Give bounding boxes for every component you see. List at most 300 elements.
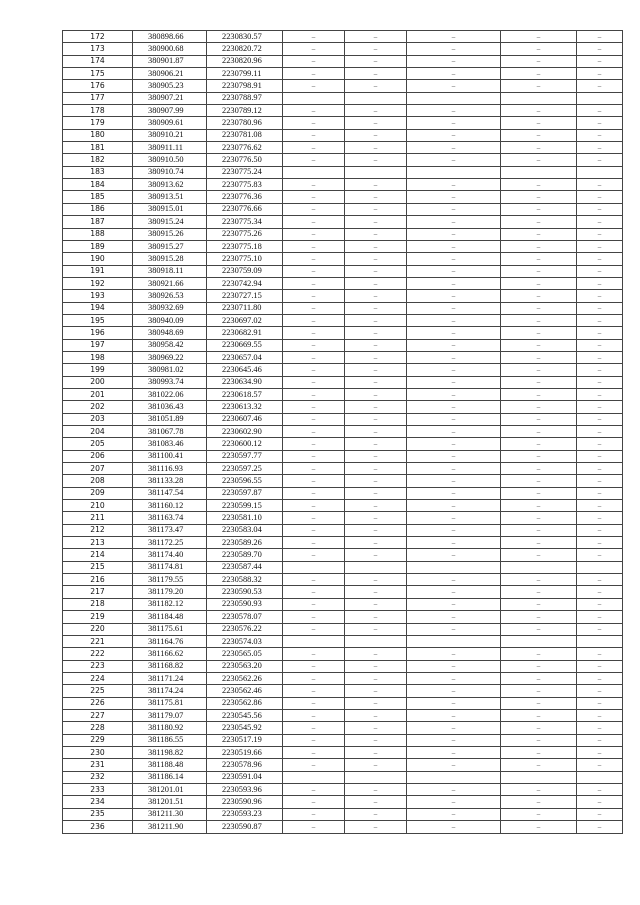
dash-cell: – — [407, 722, 501, 734]
y-coordinate-cell: 2230593.23 — [207, 808, 283, 820]
x-coordinate-cell: 381179.55 — [133, 574, 207, 586]
point-number-cell: 178 — [63, 105, 133, 117]
dash-cell: – — [577, 623, 623, 635]
dash-cell: – — [577, 351, 623, 363]
dash-cell: – — [345, 808, 407, 820]
dash-cell: – — [501, 463, 577, 475]
dash-cell: – — [283, 351, 345, 363]
table-row — [63, 388, 623, 400]
x-coordinate-cell: 381174.24 — [133, 685, 207, 697]
point-number-cell: 195 — [63, 314, 133, 326]
y-coordinate-cell: 2230613.32 — [207, 401, 283, 413]
dash-cell: – — [577, 142, 623, 154]
point-number-cell: 231 — [63, 759, 133, 771]
x-coordinate-cell: 381116.93 — [133, 463, 207, 475]
dash-cell: – — [407, 339, 501, 351]
y-coordinate-cell: 2230776.66 — [207, 203, 283, 215]
dash-cell: – — [501, 821, 577, 834]
dash-cell: – — [501, 129, 577, 141]
point-number-cell: 187 — [63, 216, 133, 228]
dash-cell: – — [407, 537, 501, 549]
dash-cell: – — [283, 623, 345, 635]
dash-cell: – — [577, 68, 623, 80]
dash-cell: – — [577, 117, 623, 129]
dash-cell: – — [283, 746, 345, 758]
point-number-cell: 203 — [63, 413, 133, 425]
dash-cell: – — [577, 475, 623, 487]
y-coordinate-cell: 2230607.46 — [207, 413, 283, 425]
dash-cell: – — [577, 43, 623, 55]
x-coordinate-cell: 380915.27 — [133, 240, 207, 252]
dash-cell: – — [407, 783, 501, 795]
table-row — [63, 31, 623, 43]
dash-cell: – — [345, 401, 407, 413]
point-number-cell: 191 — [63, 265, 133, 277]
x-coordinate-cell: 380932.69 — [133, 302, 207, 314]
y-coordinate-cell: 2230590.53 — [207, 586, 283, 598]
table-row — [63, 697, 623, 709]
dash-cell: – — [345, 364, 407, 376]
dash-cell: – — [283, 413, 345, 425]
dash-cell: – — [283, 339, 345, 351]
point-number-cell: 216 — [63, 574, 133, 586]
dash-cell: – — [407, 413, 501, 425]
empty-cell — [345, 635, 407, 647]
x-coordinate-cell: 381022.06 — [133, 388, 207, 400]
y-coordinate-cell: 2230588.32 — [207, 574, 283, 586]
dash-cell: – — [501, 80, 577, 92]
y-coordinate-cell: 2230600.12 — [207, 438, 283, 450]
dash-cell: – — [501, 105, 577, 117]
table-row — [63, 537, 623, 549]
empty-cell — [501, 561, 577, 573]
dash-cell: – — [345, 475, 407, 487]
table-row — [63, 240, 623, 252]
dash-cell: – — [407, 450, 501, 462]
point-number-cell: 228 — [63, 722, 133, 734]
x-coordinate-cell: 381186.55 — [133, 734, 207, 746]
table-row — [63, 450, 623, 462]
dash-cell: – — [283, 216, 345, 228]
dash-cell: – — [501, 500, 577, 512]
dash-cell: – — [283, 821, 345, 834]
dash-cell: – — [283, 43, 345, 55]
x-coordinate-cell: 381180.92 — [133, 722, 207, 734]
table-row — [63, 598, 623, 610]
dash-cell: – — [407, 746, 501, 758]
y-coordinate-cell: 2230798.91 — [207, 80, 283, 92]
dash-cell: – — [407, 487, 501, 499]
table-row — [63, 228, 623, 240]
dash-cell: – — [501, 598, 577, 610]
empty-cell — [501, 92, 577, 104]
dash-cell: – — [501, 265, 577, 277]
table-row — [63, 253, 623, 265]
point-number-cell: 205 — [63, 438, 133, 450]
y-coordinate-cell: 2230597.25 — [207, 463, 283, 475]
dash-cell: – — [577, 586, 623, 598]
x-coordinate-cell: 380907.99 — [133, 105, 207, 117]
dash-cell: – — [577, 734, 623, 746]
x-coordinate-cell: 380898.66 — [133, 31, 207, 43]
dash-cell: – — [501, 537, 577, 549]
dash-cell: – — [345, 388, 407, 400]
y-coordinate-cell: 2230830.57 — [207, 31, 283, 43]
dash-cell: – — [345, 463, 407, 475]
x-coordinate-cell: 381067.78 — [133, 426, 207, 438]
y-coordinate-cell: 2230562.46 — [207, 685, 283, 697]
dash-cell: – — [577, 722, 623, 734]
dash-cell: – — [577, 648, 623, 660]
dash-cell: – — [501, 648, 577, 660]
empty-cell — [345, 561, 407, 573]
table-row — [63, 796, 623, 808]
table-row — [63, 302, 623, 314]
x-coordinate-cell: 381163.74 — [133, 512, 207, 524]
dash-cell: – — [501, 697, 577, 709]
dash-cell: – — [283, 142, 345, 154]
table-row — [63, 438, 623, 450]
dash-cell: – — [283, 685, 345, 697]
dash-cell: – — [345, 339, 407, 351]
dash-cell: – — [577, 821, 623, 834]
dash-cell: – — [501, 117, 577, 129]
dash-cell: – — [501, 388, 577, 400]
x-coordinate-cell: 380915.28 — [133, 253, 207, 265]
x-coordinate-cell: 380926.53 — [133, 290, 207, 302]
x-coordinate-cell: 381198.82 — [133, 746, 207, 758]
dash-cell: – — [501, 574, 577, 586]
dash-cell: – — [501, 216, 577, 228]
empty-cell — [283, 561, 345, 573]
dash-cell: – — [501, 512, 577, 524]
dash-cell: – — [577, 487, 623, 499]
y-coordinate-cell: 2230697.02 — [207, 314, 283, 326]
dash-cell: – — [407, 500, 501, 512]
y-coordinate-cell: 2230775.83 — [207, 179, 283, 191]
dash-cell: – — [577, 314, 623, 326]
dash-cell: – — [283, 549, 345, 561]
dash-cell: – — [283, 179, 345, 191]
point-number-cell: 220 — [63, 623, 133, 635]
table-row — [63, 327, 623, 339]
point-number-cell: 230 — [63, 746, 133, 758]
table-row — [63, 500, 623, 512]
dash-cell: – — [407, 265, 501, 277]
dash-cell: – — [283, 80, 345, 92]
dash-cell: – — [407, 426, 501, 438]
empty-cell — [501, 771, 577, 783]
dash-cell: – — [283, 598, 345, 610]
dash-cell: – — [345, 574, 407, 586]
dash-cell: – — [345, 524, 407, 536]
y-coordinate-cell: 2230788.97 — [207, 92, 283, 104]
point-number-cell: 184 — [63, 179, 133, 191]
point-number-cell: 221 — [63, 635, 133, 647]
dash-cell: – — [577, 277, 623, 289]
dash-cell: – — [407, 80, 501, 92]
point-number-cell: 172 — [63, 31, 133, 43]
dash-cell: – — [345, 68, 407, 80]
dash-cell: – — [577, 327, 623, 339]
y-coordinate-cell: 2230578.07 — [207, 611, 283, 623]
dash-cell: – — [407, 475, 501, 487]
x-coordinate-cell: 381182.12 — [133, 598, 207, 610]
dash-cell: – — [407, 142, 501, 154]
point-number-cell: 175 — [63, 68, 133, 80]
x-coordinate-cell: 380907.21 — [133, 92, 207, 104]
y-coordinate-cell: 2230593.96 — [207, 783, 283, 795]
dash-cell: – — [345, 821, 407, 834]
x-coordinate-cell: 380913.51 — [133, 191, 207, 203]
dash-cell: – — [283, 265, 345, 277]
point-number-cell: 224 — [63, 672, 133, 684]
x-coordinate-cell: 381174.40 — [133, 549, 207, 561]
dash-cell: – — [501, 660, 577, 672]
empty-cell — [577, 635, 623, 647]
x-coordinate-cell: 380905.23 — [133, 80, 207, 92]
y-coordinate-cell: 2230775.18 — [207, 240, 283, 252]
dash-cell: – — [577, 549, 623, 561]
dash-cell: – — [407, 524, 501, 536]
dash-cell: – — [577, 426, 623, 438]
dash-cell: – — [577, 685, 623, 697]
dash-cell: – — [345, 796, 407, 808]
dash-cell: – — [283, 734, 345, 746]
empty-cell — [345, 771, 407, 783]
dash-cell: – — [577, 672, 623, 684]
dash-cell: – — [577, 240, 623, 252]
dash-cell: – — [407, 598, 501, 610]
y-coordinate-cell: 2230581.10 — [207, 512, 283, 524]
dash-cell: – — [501, 746, 577, 758]
dash-cell: – — [345, 734, 407, 746]
table-row — [63, 277, 623, 289]
x-coordinate-cell: 381175.81 — [133, 697, 207, 709]
dash-cell: – — [283, 302, 345, 314]
empty-cell — [407, 771, 501, 783]
point-number-cell: 177 — [63, 92, 133, 104]
dash-cell: – — [501, 364, 577, 376]
table-row — [63, 80, 623, 92]
dash-cell: – — [283, 524, 345, 536]
dash-cell: – — [283, 388, 345, 400]
dash-cell: – — [345, 376, 407, 388]
dash-cell: – — [501, 401, 577, 413]
point-number-cell: 209 — [63, 487, 133, 499]
point-number-cell: 176 — [63, 80, 133, 92]
dash-cell: – — [501, 586, 577, 598]
dash-cell: – — [501, 253, 577, 265]
y-coordinate-cell: 2230563.20 — [207, 660, 283, 672]
dash-cell: – — [407, 388, 501, 400]
dash-cell: – — [407, 796, 501, 808]
dash-cell: – — [501, 672, 577, 684]
x-coordinate-cell: 380901.87 — [133, 55, 207, 67]
y-coordinate-cell: 2230597.77 — [207, 450, 283, 462]
dash-cell: – — [407, 709, 501, 721]
dash-cell: – — [407, 685, 501, 697]
y-coordinate-cell: 2230590.96 — [207, 796, 283, 808]
point-number-cell: 198 — [63, 351, 133, 363]
x-coordinate-cell: 380910.21 — [133, 129, 207, 141]
x-coordinate-cell: 380958.42 — [133, 339, 207, 351]
dash-cell: – — [501, 31, 577, 43]
dash-cell: – — [407, 660, 501, 672]
dash-cell: – — [577, 611, 623, 623]
table-row — [63, 339, 623, 351]
dash-cell: – — [501, 685, 577, 697]
dash-cell: – — [577, 401, 623, 413]
dash-cell: – — [283, 722, 345, 734]
dash-cell: – — [577, 388, 623, 400]
dash-cell: – — [501, 55, 577, 67]
y-coordinate-cell: 2230576.22 — [207, 623, 283, 635]
dash-cell: – — [577, 783, 623, 795]
dash-cell: – — [577, 105, 623, 117]
point-number-cell: 225 — [63, 685, 133, 697]
table-row — [63, 166, 623, 178]
point-number-cell: 227 — [63, 709, 133, 721]
point-number-cell: 211 — [63, 512, 133, 524]
dash-cell: – — [407, 43, 501, 55]
dash-cell: – — [345, 154, 407, 166]
x-coordinate-cell: 381186.14 — [133, 771, 207, 783]
dash-cell: – — [345, 179, 407, 191]
table-row — [63, 672, 623, 684]
dash-cell: – — [577, 759, 623, 771]
dash-cell: – — [407, 302, 501, 314]
table-row — [63, 463, 623, 475]
dash-cell: – — [283, 376, 345, 388]
dash-cell: – — [283, 68, 345, 80]
point-number-cell: 201 — [63, 388, 133, 400]
point-number-cell: 218 — [63, 598, 133, 610]
y-coordinate-cell: 2230775.24 — [207, 166, 283, 178]
x-coordinate-cell: 381201.01 — [133, 783, 207, 795]
point-number-cell: 215 — [63, 561, 133, 573]
dash-cell: – — [501, 154, 577, 166]
dash-cell: – — [345, 759, 407, 771]
x-coordinate-cell: 381164.76 — [133, 635, 207, 647]
dash-cell: – — [577, 376, 623, 388]
dash-cell: – — [501, 376, 577, 388]
dash-cell: – — [345, 240, 407, 252]
table-row — [63, 55, 623, 67]
table-row — [63, 685, 623, 697]
table-row — [63, 709, 623, 721]
dash-cell: – — [345, 623, 407, 635]
point-number-cell: 190 — [63, 253, 133, 265]
y-coordinate-cell: 2230590.93 — [207, 598, 283, 610]
dash-cell: – — [283, 808, 345, 820]
table-row — [63, 561, 623, 573]
empty-cell — [407, 166, 501, 178]
y-coordinate-cell: 2230545.56 — [207, 709, 283, 721]
dash-cell: – — [345, 117, 407, 129]
dash-cell: – — [501, 709, 577, 721]
x-coordinate-cell: 381175.61 — [133, 623, 207, 635]
dash-cell: – — [345, 129, 407, 141]
empty-cell — [577, 166, 623, 178]
empty-cell — [283, 92, 345, 104]
dash-cell: – — [283, 203, 345, 215]
point-number-cell: 199 — [63, 364, 133, 376]
x-coordinate-cell: 381100.41 — [133, 450, 207, 462]
dash-cell: – — [345, 660, 407, 672]
y-coordinate-cell: 2230519.66 — [207, 746, 283, 758]
dash-cell: – — [283, 117, 345, 129]
dash-cell: – — [345, 327, 407, 339]
dash-cell: – — [577, 808, 623, 820]
dash-cell: – — [501, 734, 577, 746]
y-coordinate-cell: 2230565.05 — [207, 648, 283, 660]
dash-cell: – — [577, 253, 623, 265]
point-number-cell: 204 — [63, 426, 133, 438]
dash-cell: – — [501, 487, 577, 499]
dash-cell: – — [283, 586, 345, 598]
dash-cell: – — [283, 191, 345, 203]
dash-cell: – — [283, 487, 345, 499]
dash-cell: – — [577, 463, 623, 475]
dash-cell: – — [345, 438, 407, 450]
dash-cell: – — [501, 302, 577, 314]
dash-cell: – — [345, 685, 407, 697]
dash-cell: – — [407, 376, 501, 388]
dash-cell: – — [407, 105, 501, 117]
dash-cell: – — [501, 475, 577, 487]
dash-cell: – — [283, 364, 345, 376]
dash-cell: – — [283, 537, 345, 549]
point-number-cell: 180 — [63, 129, 133, 141]
dash-cell: – — [501, 277, 577, 289]
point-number-cell: 200 — [63, 376, 133, 388]
x-coordinate-cell: 380906.21 — [133, 68, 207, 80]
dash-cell: – — [407, 253, 501, 265]
dash-cell: – — [283, 500, 345, 512]
y-coordinate-cell: 2230597.87 — [207, 487, 283, 499]
empty-cell — [345, 166, 407, 178]
table-row — [63, 524, 623, 536]
empty-cell — [407, 92, 501, 104]
table-row — [63, 92, 623, 104]
y-coordinate-cell: 2230634.90 — [207, 376, 283, 388]
dash-cell: – — [577, 339, 623, 351]
table-row — [63, 364, 623, 376]
dash-cell: – — [407, 611, 501, 623]
table-row — [63, 746, 623, 758]
dash-cell: – — [345, 216, 407, 228]
point-number-cell: 214 — [63, 549, 133, 561]
dash-cell: – — [345, 302, 407, 314]
dash-cell: – — [283, 290, 345, 302]
y-coordinate-cell: 2230776.36 — [207, 191, 283, 203]
dash-cell: – — [577, 660, 623, 672]
dash-cell: – — [577, 154, 623, 166]
x-coordinate-cell: 380948.69 — [133, 327, 207, 339]
table-row — [63, 376, 623, 388]
x-coordinate-cell: 381147.54 — [133, 487, 207, 499]
x-coordinate-cell: 381184.48 — [133, 611, 207, 623]
x-coordinate-cell: 380993.74 — [133, 376, 207, 388]
point-number-cell: 188 — [63, 228, 133, 240]
x-coordinate-cell: 381083.46 — [133, 438, 207, 450]
dash-cell: – — [345, 672, 407, 684]
y-coordinate-cell: 2230775.26 — [207, 228, 283, 240]
point-number-cell: 236 — [63, 821, 133, 834]
dash-cell: – — [501, 43, 577, 55]
y-coordinate-cell: 2230574.03 — [207, 635, 283, 647]
